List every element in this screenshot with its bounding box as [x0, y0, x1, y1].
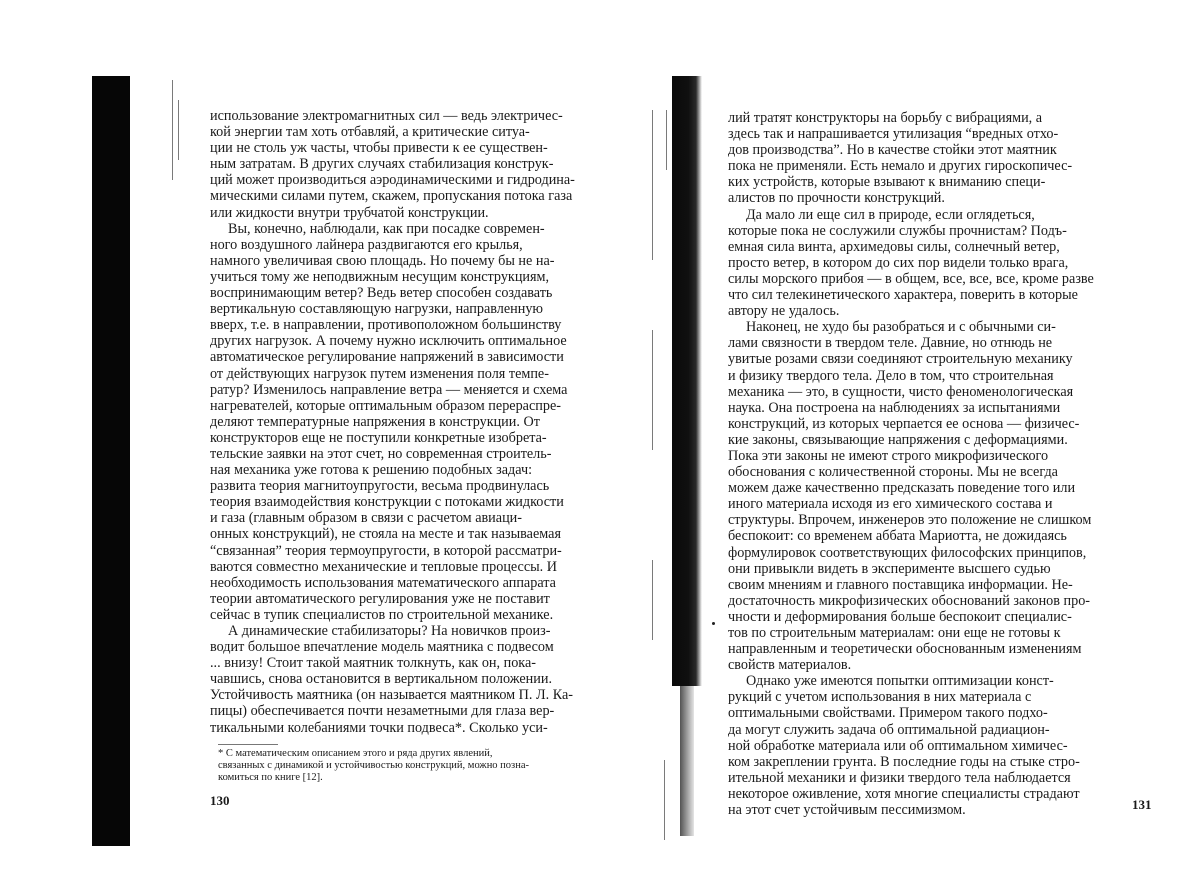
- paragraph: Наконец, не худо бы разобраться и с обычными си- лами связности в твердом теле. Давние, но отнюдь не увитые розами связи соединяют строительную механику и физику твердого тела. Дело в том, что строительная механика — это, в сущности, чисто феноменологическая наука. Она построена на наблюдениях за испытаниями конструкций, из которых черпается ее основа — физичес- кие законы, связывающие напряжения с деформациями. Пока эти законы не имеют строго микрофизического обоснования с количественной стороны. Мы не всегда можем даже качественно предсказать поведение того или иного материала исходя из его химического состава и структуры. Впрочем, инженеров это положение не слишком беспокоит: со временем аббата Мариотта, не дожидаясь формулировок соответствующих философских принципов, они привыкли видеть в эксперименте высшего судью своим мнениям и главного поставщика информации. Не- достаточность микрофизических обоснований законов про- чности и деформирования больше беспокоит специалис- тов по строительным материалам: они еще не готовы к направленным и теоретически обоснованным изменениям свойств материалов.: [728, 319, 1092, 674]
- footnote-rule: [218, 744, 278, 745]
- page-number-right: 131: [1132, 797, 1152, 812]
- right-page-body: [728, 110, 1148, 818]
- scan-edge-line: [178, 100, 179, 160]
- scan-border-gutter-shadow: [680, 686, 694, 836]
- scan-border-left: [92, 76, 130, 846]
- paragraph: использование электромагнитных сил — ведь электричес- кой энергии там хоть отбавляй, а критические ситуа- ции не столь уж часты, чтобы привести к ее существен- ным затратам. В других случаях стабилизация конструк- ций может производиться аэродинамическими и гидродина- мическими силами путем, скажем, пропускания потока газа или жидкости внутри трубчатой конструкции.: [210, 108, 575, 221]
- scan-edge-line: [652, 110, 653, 260]
- scan-edge-line: [664, 760, 665, 840]
- paragraph: Да мало ли еще сил в природе, если оглядеться, которые пока не сослужили службы прочнистам? Подъ- емная сила винта, архимедовы силы, солнечный ветер, просто ветер, в котором до сих пор видели только врага, силы морского прибоя — в общем, все, все, все, кроме разве что сил телекинетического характера, поверить в которые автору не удалось.: [728, 206, 1094, 320]
- scan-edge-line: [652, 330, 653, 450]
- paragraph: Вы, конечно, наблюдали, как при посадке современ- ного воздушного лайнера раздвигаются его крылья, намного увеличивая свою площадь. Но почему бы не на- учиться тому же неподвижным несущим конструкциям, воспринимающим ветер? Ведь ветер способен создавать вертикальную составляющую нагрузки, направленную вверх, т.е. в направлении, противоположном большинству других нагрузок. А почему нужно исключить оптимальное автоматическое регулирование напряжений в зависимости от действующих нагрузок путем изменения поля темпе- ратур? Изменилось направление ветра — меняется и схема нагревателей, которые оптимальным образом перераспре- деляют температурные напряжения в конструкции. От конструкторов еще не поступили конкретные изобрета- тельские заявки на этот счет, но современная строитель- ная механика уже готова к решению подобных задач: развита теория магнитоупругости, весьма продвинулась теория взаимодействия конструкции с потоками жидкости и газа (главным образом в связи с расчетом авиаци- онных конструкций), не стояла на месте и так называемая “связанная” теория термоупругости, в которой рассматри- ваются совместно механические и тепловые процессы. И необходимость использования математического аппарата теории автоматического регулирования уже не поставит сейчас в тупик специалистов по строительной механике.: [210, 220, 568, 623]
- scan-edge-line: [666, 110, 667, 170]
- page-number-left: 130: [210, 793, 230, 808]
- scan-speck: [712, 622, 715, 625]
- paragraph: А динамические стабилизаторы? На новичков произ- водит большое впечатление модель маятника с подвесом ... внизу! Стоит такой маятник толкнуть, как он, пока- чавшись, снова остановится в вертикальном положении. Устойчивость маятника (он называется маятником П. Л. Ка- пицы) обеспечивается почти незаметными для глаза вер- тикальными колебаниями точки подвеса*. Сколько уси-: [210, 623, 574, 736]
- paragraph: лий тратят конструкторы на борьбу с вибрациями, а здесь так и напрашивается утилизация “вредных отхо- дов производства”. Но в качестве стойки этот маятник пока не применяли. Есть немало и других гироскопичес- ких устройств, которые взывают к вниманию специ- алистов по прочности конструкций.: [728, 110, 1073, 207]
- paragraph: Однако уже имеются попытки оптимизации конст- рукций с учетом использования в них материала с оптимальными свойствами. Примером такого подхо- да могут служить задача об оптимальной радиацион- ной обработке материала или об оптимальном химичес- ком закреплении грунта. В последние годы на стыке стро- ительной механики и физики твердого тела наблюдается некоторое оживление, хотя многие специалисты страдают на этот счет устойчивым пессимизмом.: [728, 673, 1080, 819]
- left-page-body: [210, 108, 630, 736]
- scan-border-gutter: [672, 76, 702, 686]
- scan-edge-line: [652, 560, 653, 640]
- scan-edge-line: [172, 80, 173, 180]
- footnote: * С математическим описанием этого и ряда других явлений, связанных с динамикой и устойчивостью конструкций, можно позна- комиться по книге [12].: [218, 748, 529, 783]
